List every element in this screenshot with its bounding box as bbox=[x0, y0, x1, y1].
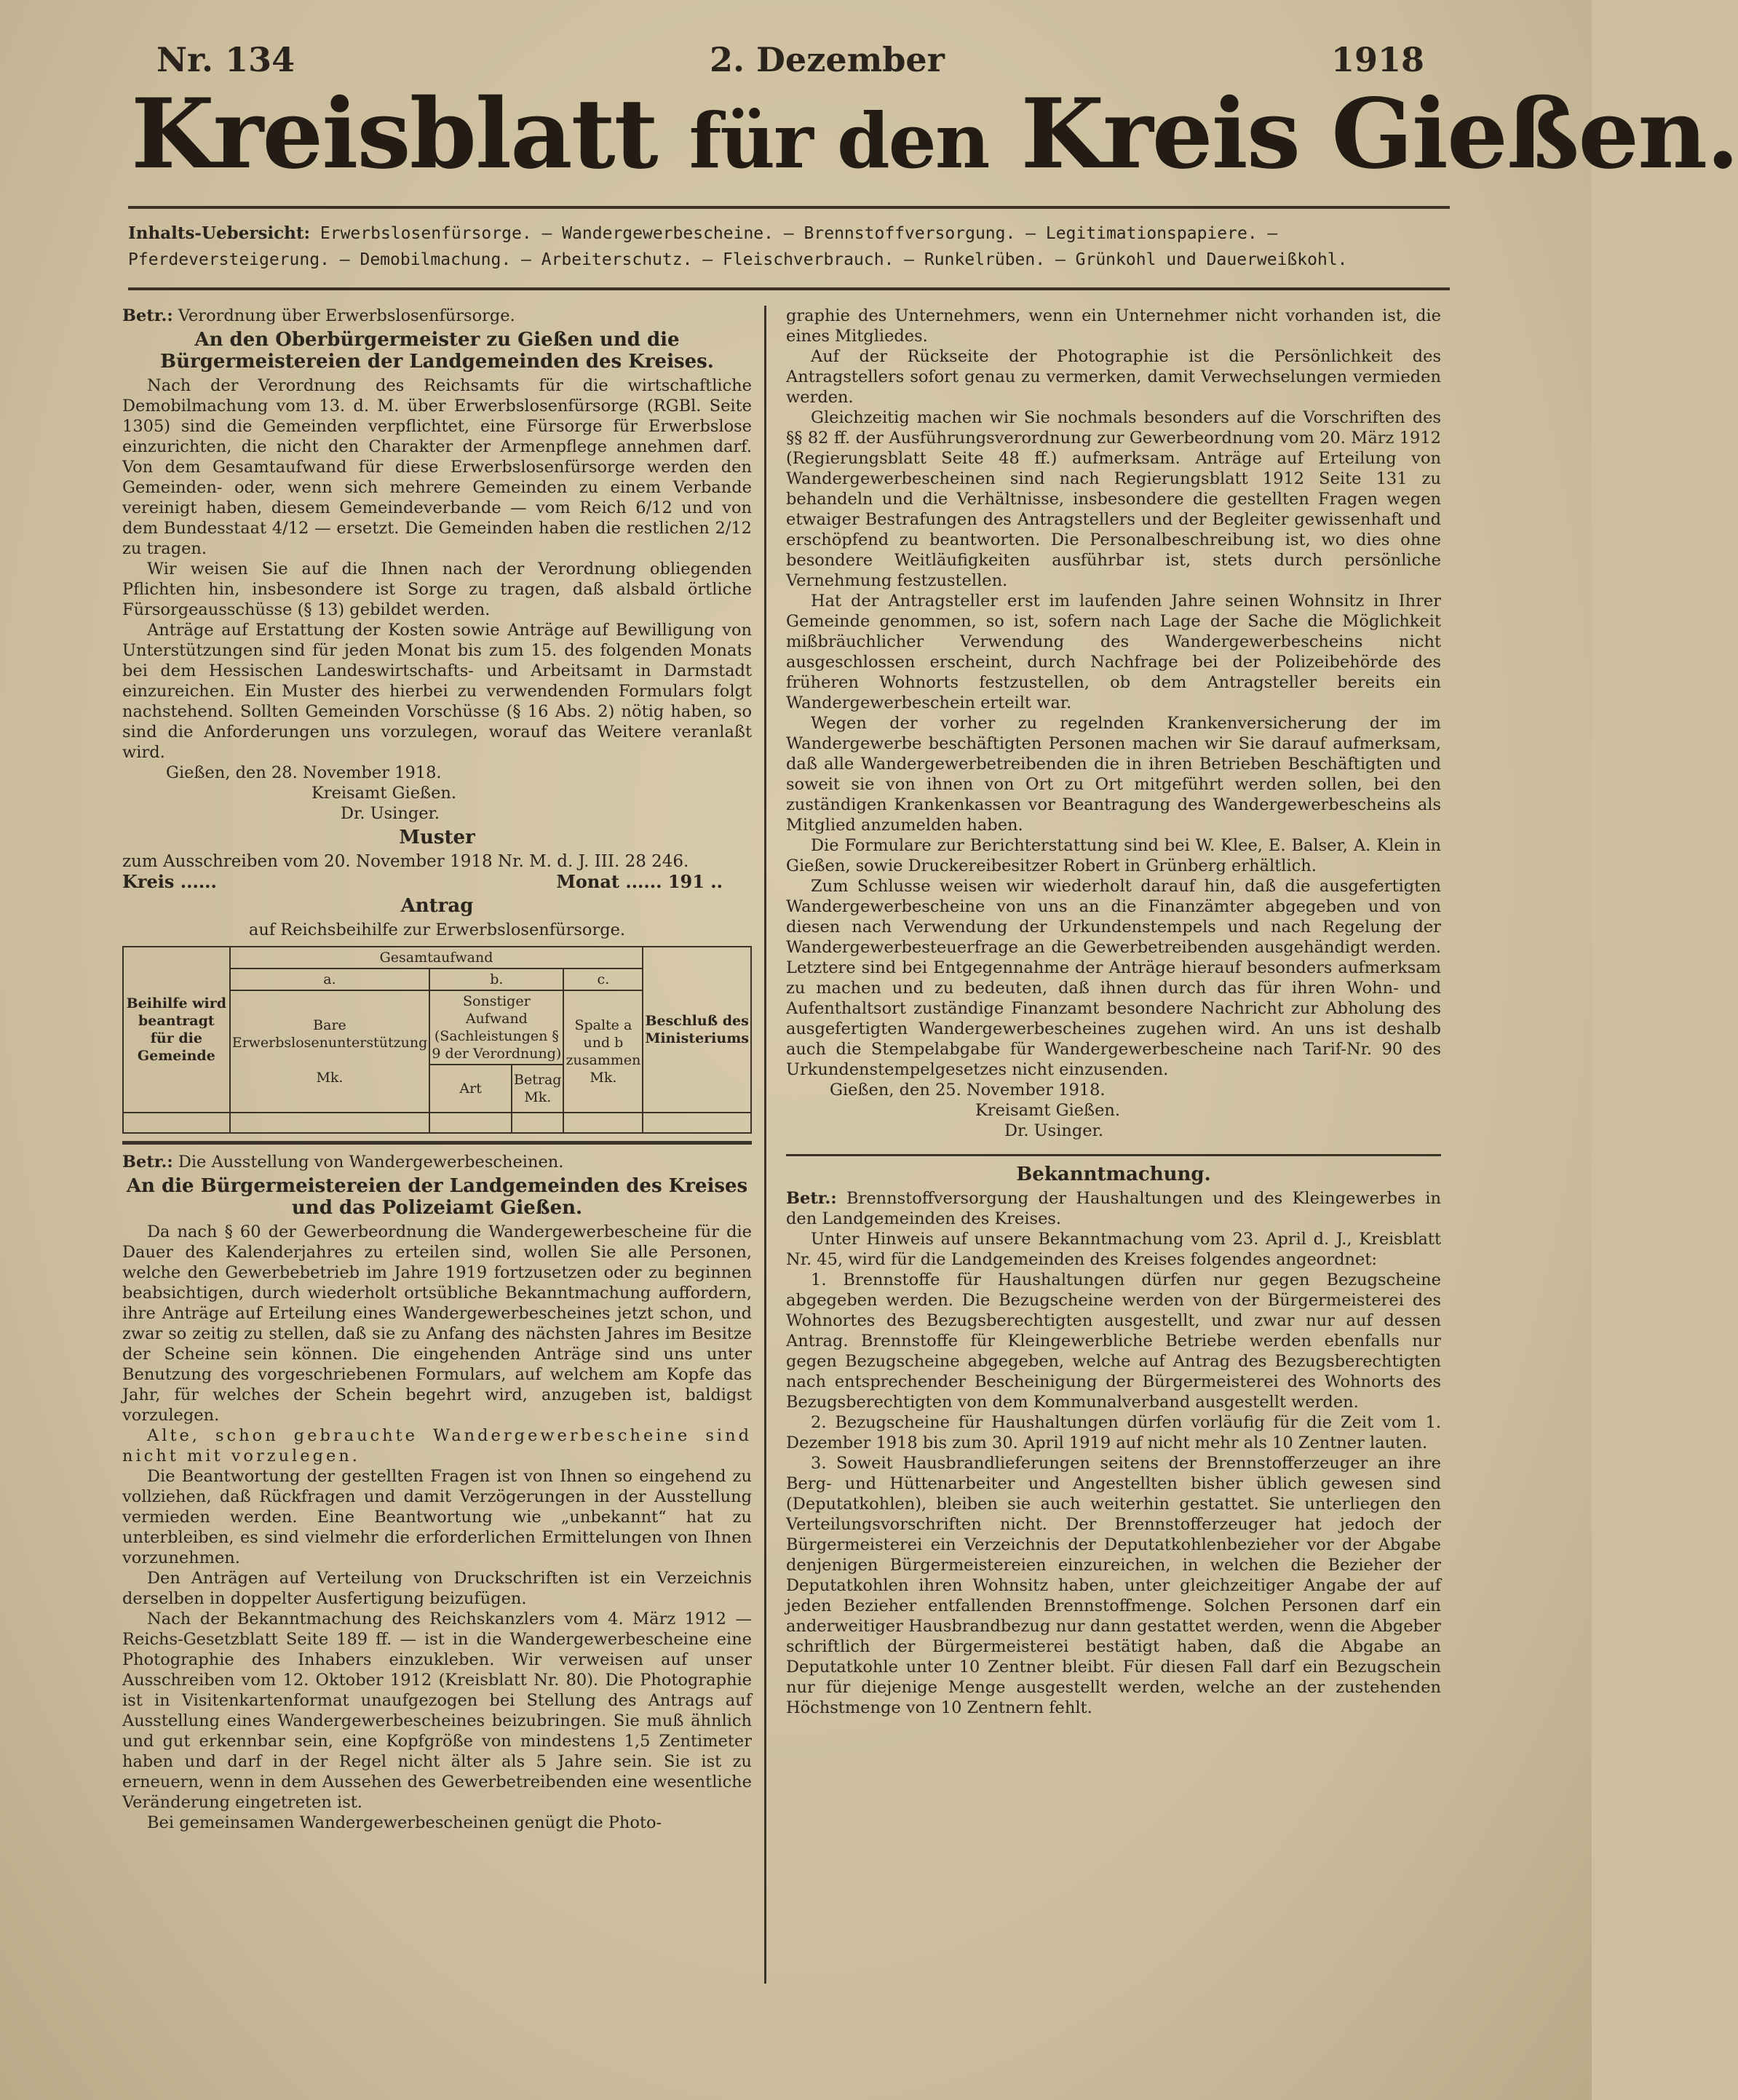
paragraph: Auf der Rückseite der Photographie ist die Persönlichkeit des Antragstellers sofort genau zu vermerken, damit Verwechselungen vermieden werden. bbox=[786, 347, 1441, 407]
form-kreis-monat bbox=[122, 872, 752, 892]
signature-name: Dr. Usinger. bbox=[1004, 1121, 1103, 1140]
signature-place: Gießen, den 28. November 1918. bbox=[166, 763, 442, 782]
form-col-gemeinde: Beihilfe wird beantragt für die Gemeinde bbox=[123, 947, 230, 1113]
application-form-table bbox=[122, 946, 752, 1134]
paragraph: Nach der Verordnung des Reichsamts für die wirtschaftliche Demobilmachung vom 13. d. M. über Erwerbslosenfürsorge (RGBl. Seite 1305) sind die Gemeinden verpflichtet, eine Fürsorge für Erwerbslose einzurichten, die nicht den Charakter der Armenpflege annehmen darf. Von dem Gesamtaufwand für diese Erwerbslosenfürsorge werden den Gemeinden- oder, wenn sich mehrere Gemeinden zu einem Verbande vereinigt haben, diesem Gemeindeverbande — vom Reich 6/12 und von dem Bundesstaat 4/12 — ersetzt. Die Gemeinden haben die restlichen 2/12 zu tragen. bbox=[122, 376, 752, 558]
form-col-gesamt: Gesamtaufwand bbox=[230, 947, 643, 969]
paragraph: Wegen der vorher zu regelnden Krankenversicherung der im Wandergewerbe beschäftigten Personen machen wir Sie darauf aufmerksam, daß alle Wandergewerbetreibenden die in ihren Betrieben Beschäftigten und soweit sie von ihnen von Ort zu Ort mitgeführt werden sollen, bei den zuständigen Krankenkassen vor Beantragung des Wandergewerbescheins als Mitglied anzumelden haben. bbox=[786, 714, 1441, 835]
paragraph: Anträge auf Erstattung der Kosten sowie Anträge auf Bewilligung von Unterstützungen sind für jeden Monat bis zum 15. des folgenden Monats bei dem Hessischen Landeswirtschafts- und Arbeitsamt in Darmstadt einzureichen. Ein Muster des hierbei zu verwendenden Formulars folgt nachstehend. Sollten Gemeinden Vorschüsse (§ 16 Abs. 2) nötig haben, so sind die Anforderungen uns vorzulegen, worauf das Weitere veranlaßt wird. bbox=[122, 621, 752, 762]
paragraph: Den Anträgen auf Verteilung von Druckschriften ist ein Verzeichnis derselben in doppelter Ausfertigung beizufügen. bbox=[122, 1569, 752, 1608]
issue-date: 2. Dezember bbox=[710, 40, 945, 79]
signature-name: Dr. Usinger. bbox=[341, 804, 440, 823]
paragraph: Wir weisen Sie auf die Ihnen nach der Verordnung obliegenden Pflichten hin, insbesondere ist Sorge zu tragen, daß alsbald örtliche Fürsorgeausschüsse (§ 13) gebildet werden. bbox=[122, 560, 752, 619]
right-column bbox=[786, 306, 1441, 2013]
paragraph: 3. Soweit Hausbrandlieferungen seitens der Brennstofferzeuger an ihre Berg- und Hüttenarbeiter und Angestellten bisher üblich gewesen sind (Deputatkohlen), bleiben sie auch weiterhin gestattet. Sie unterliegen den Verteilungsvorschriften nicht. Der Brennstofferzeuger hat jedoch der Bürgermeisterei ein Verzeichnis der Deputatkohlenbezieher vor der Abgabe denjenigen Bürgermeistereien einzureichen, in welchen die Bezieher der Deputatkohlen ihren Wohnsitz haben, unter gleichzeitiger Angabe der auf jeden Bezieher entfallenden Brennstoffmenge. Solchen Personen darf ein anderweitiger Hausbrandbezug nur dann gestattet werden, wenn die Abgeber schriftlich der Bürgermeisterei bestätigt haben, daß die Abgabe an Deputatkohle unter 10 Zentner bleibt. Für diesen Fall darf ein Bezugschein nur für diejenige Menge ausgestellt werden, welche an der zustehenden Höchstmenge von 10 Zentnern fehlt. bbox=[786, 1454, 1441, 1717]
title-mid: für den bbox=[689, 96, 989, 186]
divider bbox=[122, 1141, 752, 1145]
form-c-text: Spalte a und b zusammen Mk. bbox=[563, 990, 643, 1113]
form-cell bbox=[123, 1113, 230, 1133]
form-cell bbox=[563, 1113, 643, 1133]
paragraph: Die Beantwortung der gestellten Fragen ist von Ihnen so eingehend zu vollziehen, daß Rückfragen und damit Verzögerungen in der Ausstellung vermieden werden. Eine Beantwortung wie „unbekannt“ hat zu unterbleiben, es sind vielmehr die erforderlichen Ermittelungen von Ihnen vorzunehmen. bbox=[122, 1467, 752, 1567]
form-b-label: b. bbox=[429, 969, 563, 990]
signature-place: Gießen, den 25. November 1918. bbox=[830, 1081, 1106, 1099]
signature-office: Kreisamt Gießen. bbox=[312, 784, 457, 803]
form-a-text: Bare Erwerbslosenunterstützung Mk. bbox=[230, 990, 430, 1113]
paragraph: Zum Schlusse weisen wir wiederholt darauf hin, daß die ausgefertigten Wandergewerbescheine von uns an die Finanzämter abgegeben und von diesen nach Verwendung der Urkundenstempels und nach Regelung der Wandergewerbesteuerfrage an die Gewerbetreibenden ausgehändigt werden. Letztere sind bei Entgegennahme der Anträge hierauf besonders aufmerksam zu machen und zu bedeuten, daß ihnen durch das für ihren Wohn- und Aufenthaltsort zuständige Finanzamt besondere Nachricht zur Abholung des ausgefertigten Wandergewerbescheines zugehen wird. An uns ist deshalb auch die Stempelabgabe für Wandergewerbescheine nach Tarif-Nr. 90 des Urkundenstempelgesetzes nicht einzusenden. bbox=[786, 877, 1441, 1079]
form-cell bbox=[643, 1113, 751, 1133]
paragraph: Gleichzeitig machen wir Sie nochmals besonders auf die Vorschriften des §§ 82 ff. der Ausführungsverordnung zur Gewerbeordnung vom 20. März 1912 (Regierungsblatt Seite 48 ff.) aufmerksam. Anträge auf Erteilung von Wandergewerbescheinen sind nach Regierungsblatt 1912 Seite 131 zu behandeln und die Verhältnisse, insbesondere die gestellten Fragen wegen etwaiger Bestrafungen des Antragstellers und der Begleiter gewissenhaft und erschöpfend zu beantworten. Die Personalbeschreibung ist, wo dies ohne besondere Weitläufigkeiten ausführbar ist, stets durch persönliche Vernehmung festzustellen. bbox=[786, 408, 1441, 590]
paragraph: graphie des Unternehmers, wenn ein Unternehmer nicht vorhanden ist, die eines Mitgliedes. bbox=[786, 306, 1441, 346]
form-b-betrag: Betrag Mk. bbox=[512, 1065, 563, 1113]
form-cell bbox=[230, 1113, 430, 1133]
column-divider bbox=[764, 306, 766, 1984]
form-monat: Monat ...... 191 .. bbox=[556, 871, 723, 892]
table-of-contents bbox=[128, 220, 1450, 283]
contents-label: Inhalts-Uebersicht: bbox=[128, 223, 311, 243]
paragraph: 2. Bezugscheine für Haushaltungen dürfen vorläufig für die Zeit vom 1. Dezember 1918 bis zum 30. April 1919 auf nicht mehr als 10 Zentner lauten. bbox=[786, 1413, 1441, 1452]
newspaper-title bbox=[131, 73, 1738, 196]
paragraph: Da nach § 60 der Gewerbeordnung die Wandergewerbescheine für die Dauer des Kalenderjahres zu erteilen sind, wollen Sie alle Personen, welche den Gewerbebetrieb im Jahre 1919 fortzusetzen oder zu beginnen beabsichtigen, durch wiederholt ortsübliche Bekanntmachung auffordern, ihre Anträge auf Erteilung eines Wandergewerbescheines jetzt schon, und zwar so zeitig zu stellen, daß sie zu Anfang des nächsten Jahres im Besitze der Scheine sein können. Die eingehenden Anträge sind uns unter Benutzung des vorgeschriebenen Formulars, auf welchem am Kopfe das Jahr, für welches der Schein begehrt wird, anzugeben ist, baldigst vorzulegen. bbox=[122, 1222, 752, 1425]
form-col-beschluss: Beschluß des Ministeriums bbox=[643, 947, 751, 1113]
form-cell bbox=[512, 1113, 563, 1133]
issue-number: Nr. 134 bbox=[156, 40, 295, 79]
form-reference: zum Ausschreiben vom 20. November 1918 Nr. M. d. J. III. 28 246. bbox=[122, 852, 689, 871]
form-b-art: Art bbox=[429, 1065, 512, 1113]
article-heading: An den Oberbürgermeister zu Gießen und die Bürgermeistereien der Landgemeinden des Kreises. bbox=[160, 329, 714, 373]
paragraph: 1. Brennstoffe für Haushaltungen dürfen nur gegen Bezugscheine abgegeben werden. Die Bezugscheine werden von der Bürgermeisterei des Wohnortes des Bezugsberechtigten ausgestellt, und zwar nur auf dessen Antrag. Brennstoffe für Kleingewerbliche Betriebe werden ebenfalls nur gegen Bezugscheine abgegeben, welche auf Antrag des Bezugsberechtigten nach entsprechender Bescheinigung der Bürgermeisterei des Wohnorts des Bezugsberechtigten von dem Kommunalverband ausgestellt werden. bbox=[786, 1270, 1441, 1412]
divider bbox=[786, 1154, 1441, 1156]
left-column bbox=[122, 306, 752, 2013]
article-betr: Betr.: Die Ausstellung von Wandergewerbescheinen. bbox=[122, 1153, 564, 1172]
title-end: Kreis Gießen. bbox=[1020, 78, 1738, 191]
divider bbox=[128, 206, 1450, 209]
form-cell bbox=[429, 1113, 512, 1133]
article-heading: Bekanntmachung. bbox=[1016, 1164, 1211, 1185]
issue-year: 1918 bbox=[1330, 40, 1424, 79]
paragraph: Nach der Bekanntmachung des Reichskanzlers vom 4. März 1912 — Reichs-Gesetzblatt Seite 189 ff. — ist in die Wandergewerbescheine eine Photographie des Inhabers einzukleben. Wir verweisen auf unser Ausschreiben vom 12. Oktober 1912 (Kreisblatt Nr. 80). Die Photographie ist in Visitenkartenformat unaufgezogen bei Stellung des Antrags auf Ausstellung eines Wandergewerbescheines beizubringen. Sie muß ähnlich und gut erkennbar sein, eine Kopfgröße von mindestens 1,5 Zentimeter haben und darf in der Regel nicht älter als 5 Jahre sein. Sie ist zu erneuern, wenn in dem Aussehen des Gewerbetreibenden eine wesentliche Veränderung eingetreten ist. bbox=[122, 1610, 752, 1812]
article-heading: An die Bürgermeistereien der Landgemeinden des Kreises und das Polizeiamt Gießen. bbox=[126, 1175, 748, 1219]
contents-text: Erwerbslosenfürsorge. — Wandergewerbescheine. — Brennstoffversorgung. — Legitimationspapiere. — Pferdeversteigerung. — Demobilmachung. — Arbeiterschutz. — Fleischverbrauch. — Runkelrüben. — Grünkohl und Dauerweißkohl. bbox=[128, 224, 1348, 269]
form-title: Muster bbox=[399, 827, 475, 848]
title-main: Kreisblatt bbox=[131, 78, 657, 191]
article-betr: Betr.: Brennstoffversorgung der Haushaltungen und des Kleingewerbes in den Landgemeinden des Kreises. bbox=[786, 1189, 1441, 1228]
divider bbox=[128, 287, 1450, 290]
form-c-label: c. bbox=[563, 969, 643, 990]
paragraph: Alte, schon gebrauchte Wandergewerbescheine sind nicht mit vorzulegen. bbox=[122, 1426, 752, 1465]
article-betr: Betr.: Verordnung über Erwerbslosenfürsorge. bbox=[122, 306, 515, 325]
form-antrag: Antrag bbox=[400, 895, 474, 917]
form-a-label: a. bbox=[230, 969, 430, 990]
paragraph: Unter Hinweis auf unsere Bekanntmachung vom 23. April d. J., Kreisblatt Nr. 45, wird für die Landgemeinden des Kreises folgendes angeordnet: bbox=[786, 1230, 1441, 1269]
paragraph: Die Formulare zur Berichterstattung sind bei W. Klee, E. Balser, A. Klein in Gießen, sowie Druckereibesitzer Robert in Grünberg erhältlich. bbox=[786, 836, 1441, 875]
paragraph: Bei gemeinsamen Wandergewerbescheinen genügt die Photo- bbox=[147, 1813, 662, 1832]
form-kreis: Kreis ...... bbox=[122, 871, 217, 892]
form-antrag-sub: auf Reichsbeihilfe zur Erwerbslosenfürsorge. bbox=[248, 920, 626, 939]
signature-office: Kreisamt Gießen. bbox=[975, 1101, 1121, 1120]
paragraph: Hat der Antragsteller erst im laufenden Jahre seinen Wohnsitz in Ihrer Gemeinde genommen, so ist, sofern nach Lage der Sache die Möglichkeit mißbräuchlicher Verwendung des Wandergewerbescheins nicht ausgeschlossen erscheint, durch Nachfrage bei der Polizeibehörde des früheren Wohnorts festzustellen, ob dem Antragsteller bereits ein Wandergewerbeschein erteilt war. bbox=[786, 592, 1441, 712]
form-b-text: Sonstiger Aufwand (Sachleistungen § 9 der Verordnung) bbox=[429, 990, 563, 1065]
